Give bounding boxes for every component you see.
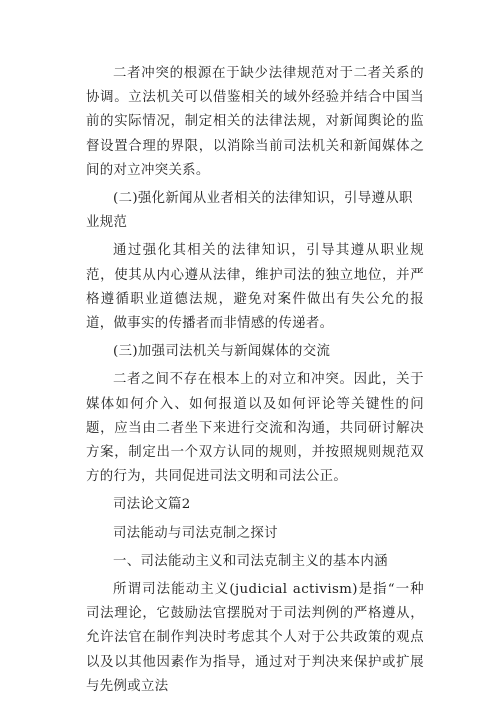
subheading-strengthen-exchange: (三)加强司法机关与新闻媒体的交流: [113, 344, 331, 360]
paragraph-legal-knowledge: 通过强化其相关的法律知识，引导其遵从职业规范，使其从内心遵从法律，维护司法的独立地位，并严格遵循职业道德法规，避免对案件做出有失公允的报道，做事实的传播者而非情感的传递者。: [86, 243, 424, 332]
subheading-strengthen-legal-knowledge: (二)强化新闻从业者相关的法律知识，引导遵从职业规范: [86, 191, 413, 231]
article-title: 司法能动与司法克制之探讨: [113, 525, 278, 541]
paragraph-judicial-activism: 所谓司法能动主义(judicial activism)是指“一种司法理论，它鼓励法官摆脱对于司法判例的严格遵从，允许法官在制作判决时考虑其个人对于公共政策的观点以及以其他因素作为指导，通过对于判决来保护或扩展与先例或立法: [86, 582, 424, 694]
subheading-basic-connotation: 一、司法能动主义和司法克制主义的基本内涵: [113, 553, 388, 569]
section-title-article-2: 司法论文篇2: [113, 497, 191, 513]
paragraph-exchange: 二者之间不存在根本上的对立和冲突。因此，关于媒体如何介入、如何报道以及如何评论等关键性的问题，应当由二者坐下来进行交流和沟通，共同研讨解决方案，制定出一个双方认同的规则，并按照规则规范双方的行为，共同促进司法文明和司法公正。: [86, 372, 424, 485]
paragraph-conflict-root: 二者冲突的根源在于缺少法律规范对于二者关系的协调。立法机关可以借鉴相关的域外经验并结合中国当前的实际情况，制定相关的法律法规，对新闻舆论的监督设置合理的界限，以消除当前司法机关和新闻媒体之间的对立冲突关系。: [86, 66, 424, 178]
document-page: [86, 62, 424, 703]
